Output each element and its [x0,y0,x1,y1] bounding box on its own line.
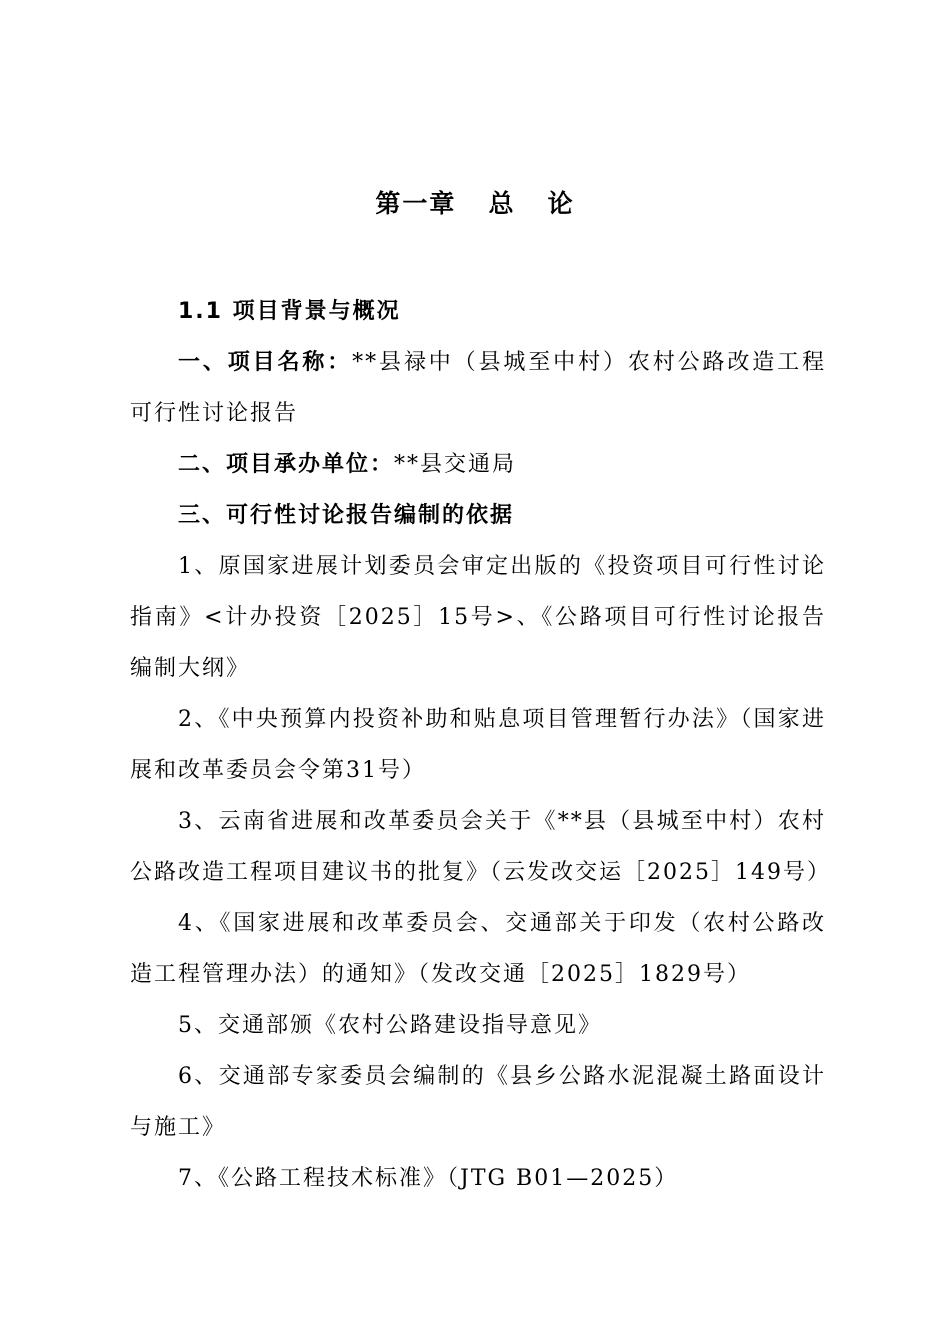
organizer-value: **县交通局 [394,452,517,477]
chapter-title: 第一章 总 论 [375,189,575,218]
document-body [130,286,831,1204]
basis-item-2: 2、《中央预算内投资补助和贴息项目管理暂行办法》（国家进展和改革委员会令第31号） [130,707,826,783]
project-name-label: 一、项目名称： [178,350,353,375]
section-number: 1.1 [178,299,223,324]
basis-item-5: 5、交通部颁《农村公路建设指导意见》 [178,1013,602,1038]
basis-heading: 三、可行性讨论报告编制的依据 [178,503,515,528]
section-title: 项目背景与概况 [232,299,401,324]
project-name-paragraph [130,337,826,439]
basis-item-7: 7、《公路工程技术标准》（JTG B01—2025） [178,1166,679,1191]
project-name-value: **县禄中（县城至中村）农村公路改造工程可行性讨论报告 [130,350,826,426]
organizer-label: 二、项目承办单位： [178,452,395,477]
basis-item-6: 6、交通部专家委员会编制的《县乡公路水泥混凝土路面设计与施工》 [130,1064,826,1140]
section-heading [130,286,826,337]
basis-item-1: 1、原国家进展计划委员会审定出版的《投资项目可行性讨论指南》<计办投资［2025］15号>、《公路项目可行性讨论报告编制大纲》 [130,554,826,681]
basis-item-4: 4、《国家进展和改革委员会、交通部关于印发（农村公路改造工程管理办法）的通知》（发改交通［2025］1829号） [130,911,826,987]
organizer-paragraph [130,439,826,490]
basis-item-3: 3、云南省进展和改革委员会关于《**县（县城至中村）农村公路改造工程项目建议书的批复》（云发改交运［2025］149号） [130,809,831,885]
